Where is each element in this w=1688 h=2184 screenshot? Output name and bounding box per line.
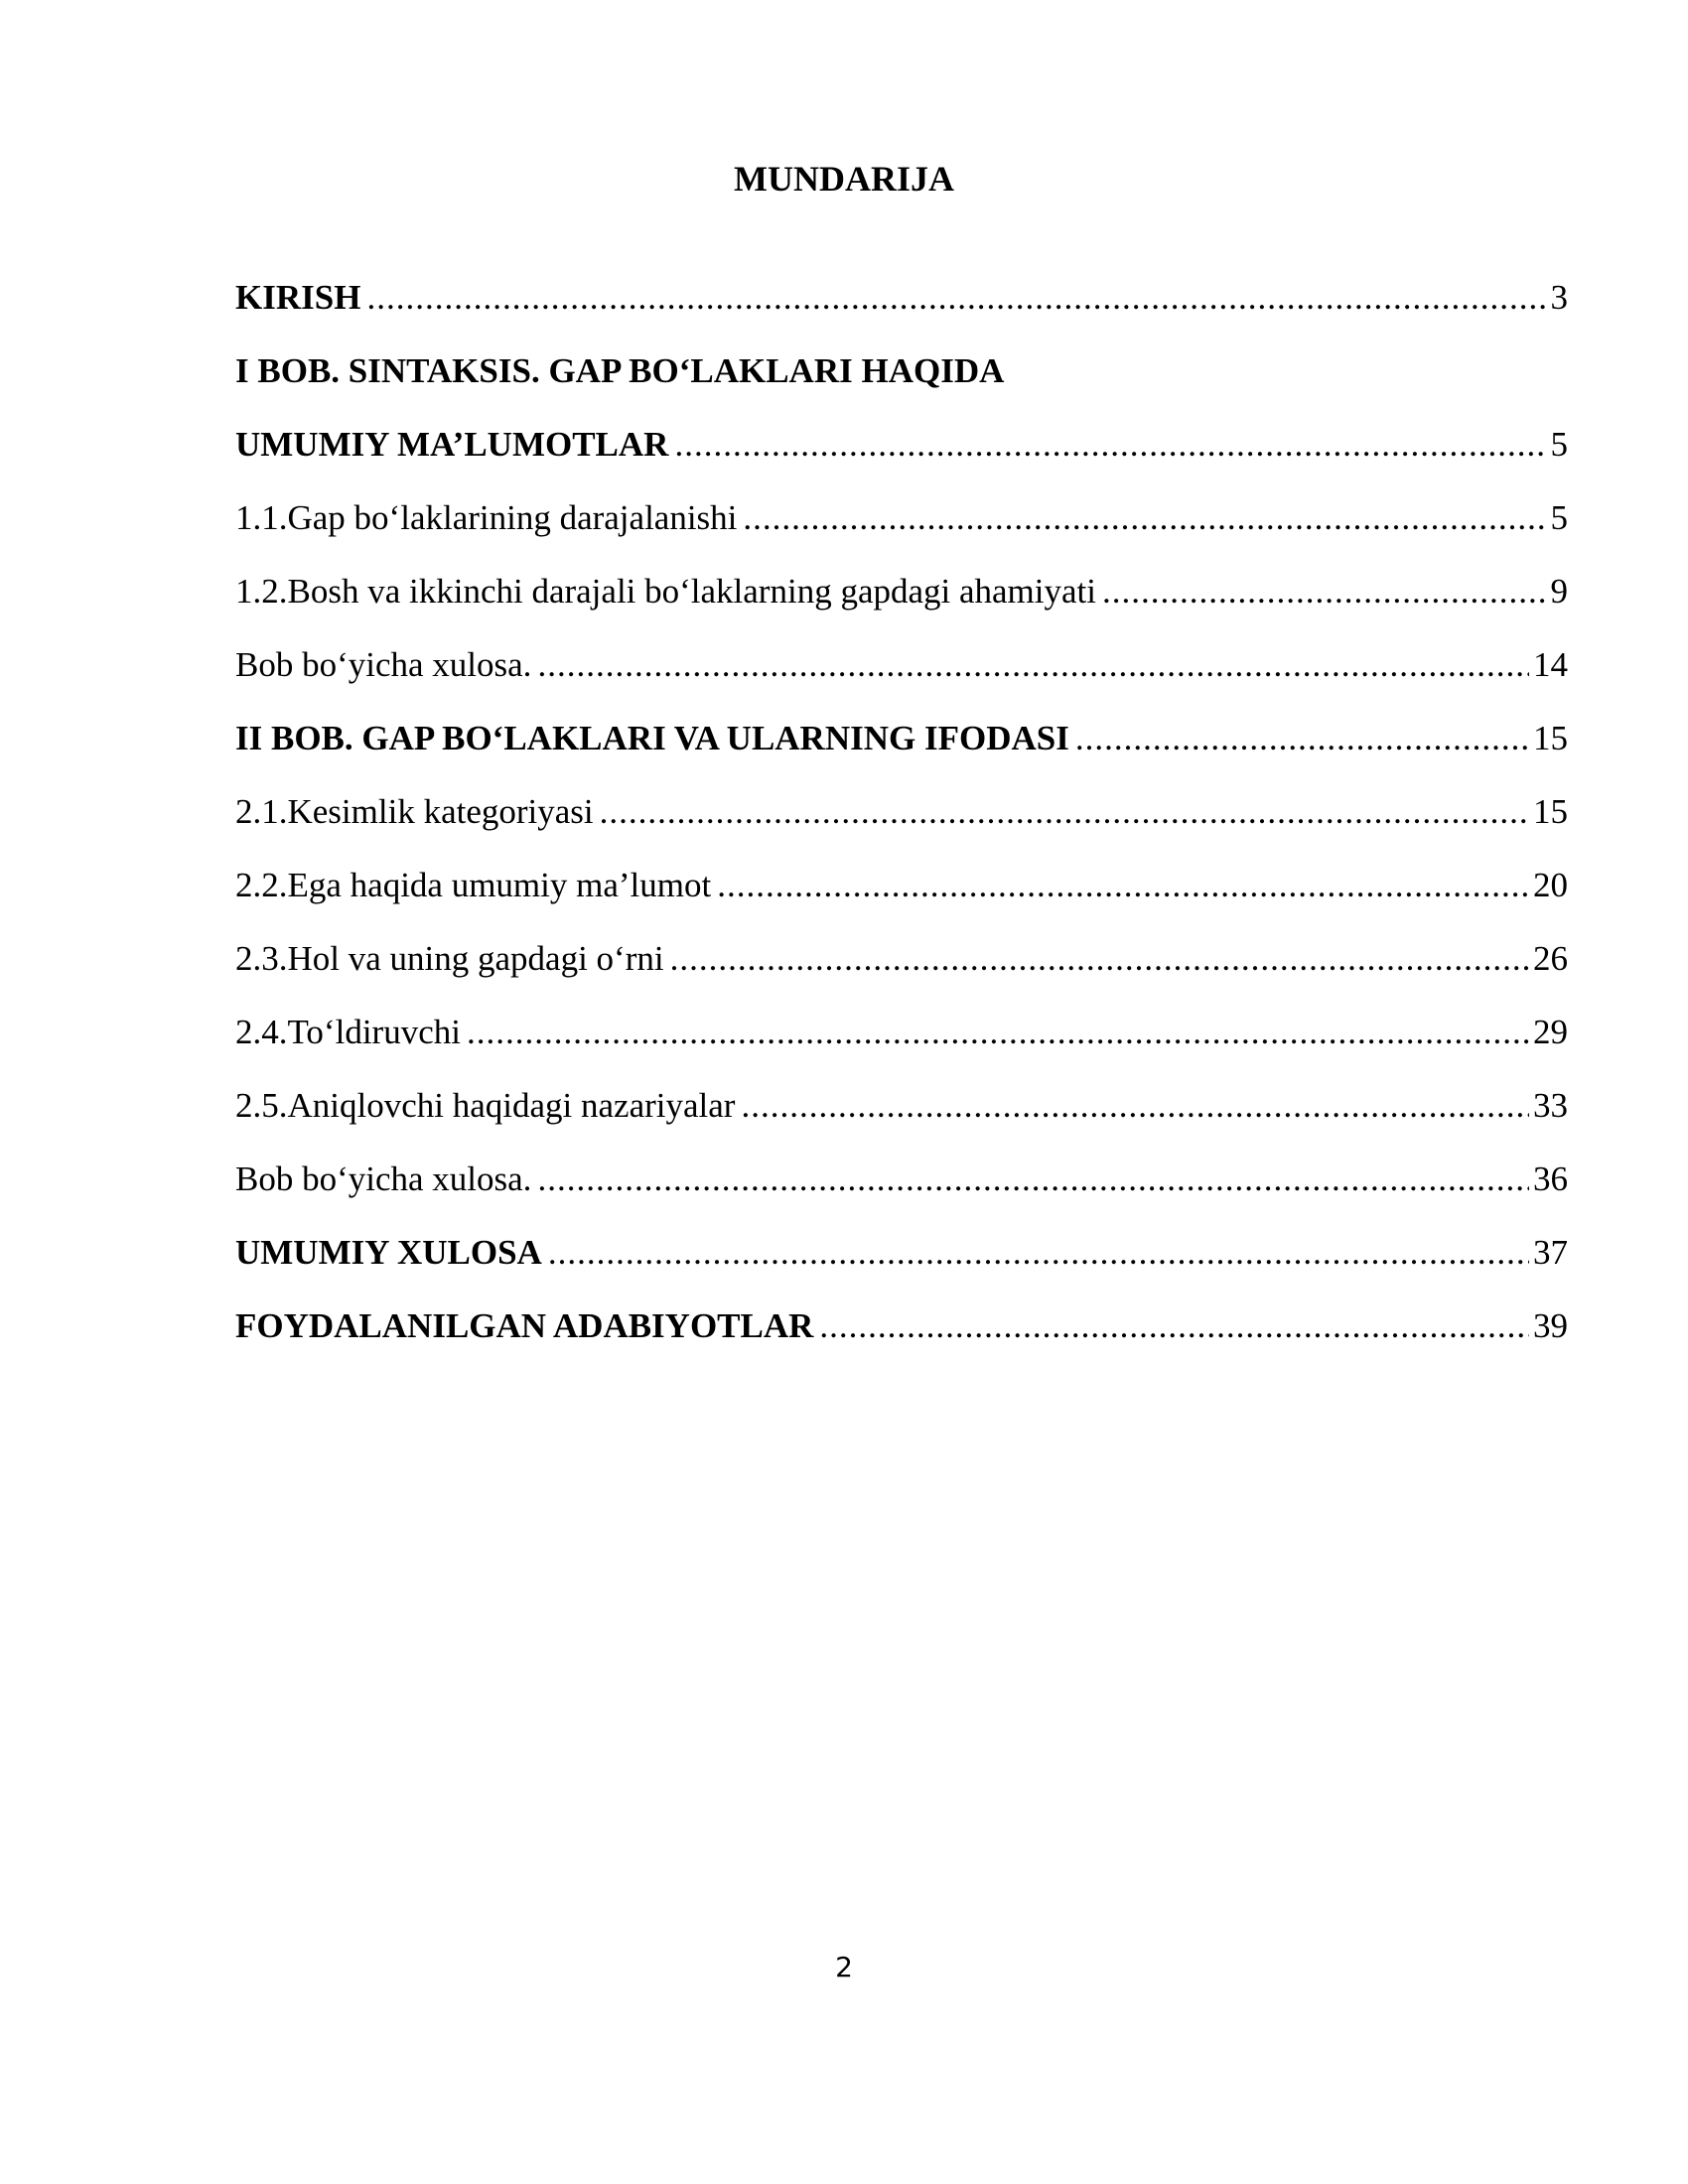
toc-entry-page: 14 [1533, 645, 1568, 684]
toc-dot-leader [366, 274, 1546, 322]
toc-entry-title: UMUMIY XULOSA [235, 1233, 542, 1272]
toc-entry-page: 33 [1533, 1086, 1568, 1125]
toc-entry-title: FOYDALANILGAN ADABIYOTLAR [235, 1306, 814, 1345]
toc-entry-title: II BOB. GAP BO‘LAKLARI VA ULARNING IFODASI [235, 719, 1069, 757]
toc-dot-leader [600, 788, 1529, 836]
toc-entry-page: 37 [1533, 1233, 1568, 1272]
toc-entry-page: 29 [1533, 1013, 1568, 1051]
toc-entry-title: 2.5.Aniqlovchi haqidagi nazariyalar [235, 1086, 736, 1125]
toc-entry [235, 1156, 1568, 1229]
toc-entry [235, 347, 1568, 421]
toc-entry [235, 1302, 1568, 1376]
toc-dot-leader [537, 1156, 1529, 1203]
toc-entry-page: 5 [1550, 498, 1568, 537]
toc-entry-title: I BOB. SINTAKSIS. GAP BO‘LAKLARI HAQIDA [235, 351, 1005, 390]
toc-dot-leader [743, 494, 1546, 542]
toc-dot-leader [467, 1009, 1529, 1056]
toc-entry-page: 36 [1533, 1160, 1568, 1198]
toc-entry-title: 1.1.Gap bo‘laklarining darajalanishi [235, 498, 738, 537]
toc-dot-leader [674, 421, 1546, 469]
toc-entry [235, 568, 1568, 641]
table-of-contents [235, 274, 1568, 1376]
toc-dot-leader [537, 641, 1529, 689]
toc-entry-title: 2.2.Ega haqida umumiy ma’lumot [235, 866, 712, 904]
toc-entry-page: 5 [1550, 425, 1568, 464]
toc-dot-leader [717, 862, 1529, 909]
page-number: 2 [835, 1951, 853, 1983]
toc-entry-page: 9 [1550, 572, 1568, 611]
toc-entry [235, 1229, 1568, 1302]
toc-entry [235, 935, 1568, 1009]
toc-entry-page: 15 [1533, 719, 1568, 757]
toc-dot-leader [548, 1229, 1529, 1277]
toc-entry-title: Bob bo‘yicha xulosa. [235, 645, 532, 684]
toc-entry-title: UMUMIY MA’LUMOTLAR [235, 425, 669, 464]
toc-entry-page: 3 [1550, 278, 1568, 317]
toc-entry [235, 862, 1568, 935]
toc-entry-page: 20 [1533, 866, 1568, 904]
toc-entry [235, 715, 1568, 788]
toc-entry [235, 274, 1568, 347]
toc-dot-leader [819, 1302, 1529, 1350]
toc-entry-title: Bob bo‘yicha xulosa. [235, 1160, 532, 1198]
toc-entry [235, 421, 1568, 494]
toc-entry-title: 2.1.Kesimlik kategoriyasi [235, 792, 594, 831]
toc-entry-title: 2.3.Hol va uning gapdagi o‘rni [235, 939, 664, 978]
toc-dot-leader [670, 935, 1529, 983]
toc-entry [235, 494, 1568, 568]
toc-entry [235, 788, 1568, 862]
toc-entry-title: 2.4.To‘ldiruvchi [235, 1013, 461, 1051]
toc-entry [235, 1082, 1568, 1156]
page-title: MUNDARIJA [734, 159, 954, 199]
toc-entry [235, 641, 1568, 715]
toc-entry-page: 15 [1533, 792, 1568, 831]
toc-entry-title: KIRISH [235, 278, 361, 317]
toc-dot-leader [1075, 715, 1529, 762]
toc-dot-leader [741, 1082, 1529, 1130]
toc-entry [235, 1009, 1568, 1082]
toc-entry-page: 39 [1533, 1306, 1568, 1345]
toc-entry-page: 26 [1533, 939, 1568, 978]
toc-entry-title: 1.2.Bosh va ikkinchi darajali bo‘laklarning gapdagi ahamiyati [235, 572, 1096, 611]
toc-dot-leader [1102, 568, 1547, 615]
